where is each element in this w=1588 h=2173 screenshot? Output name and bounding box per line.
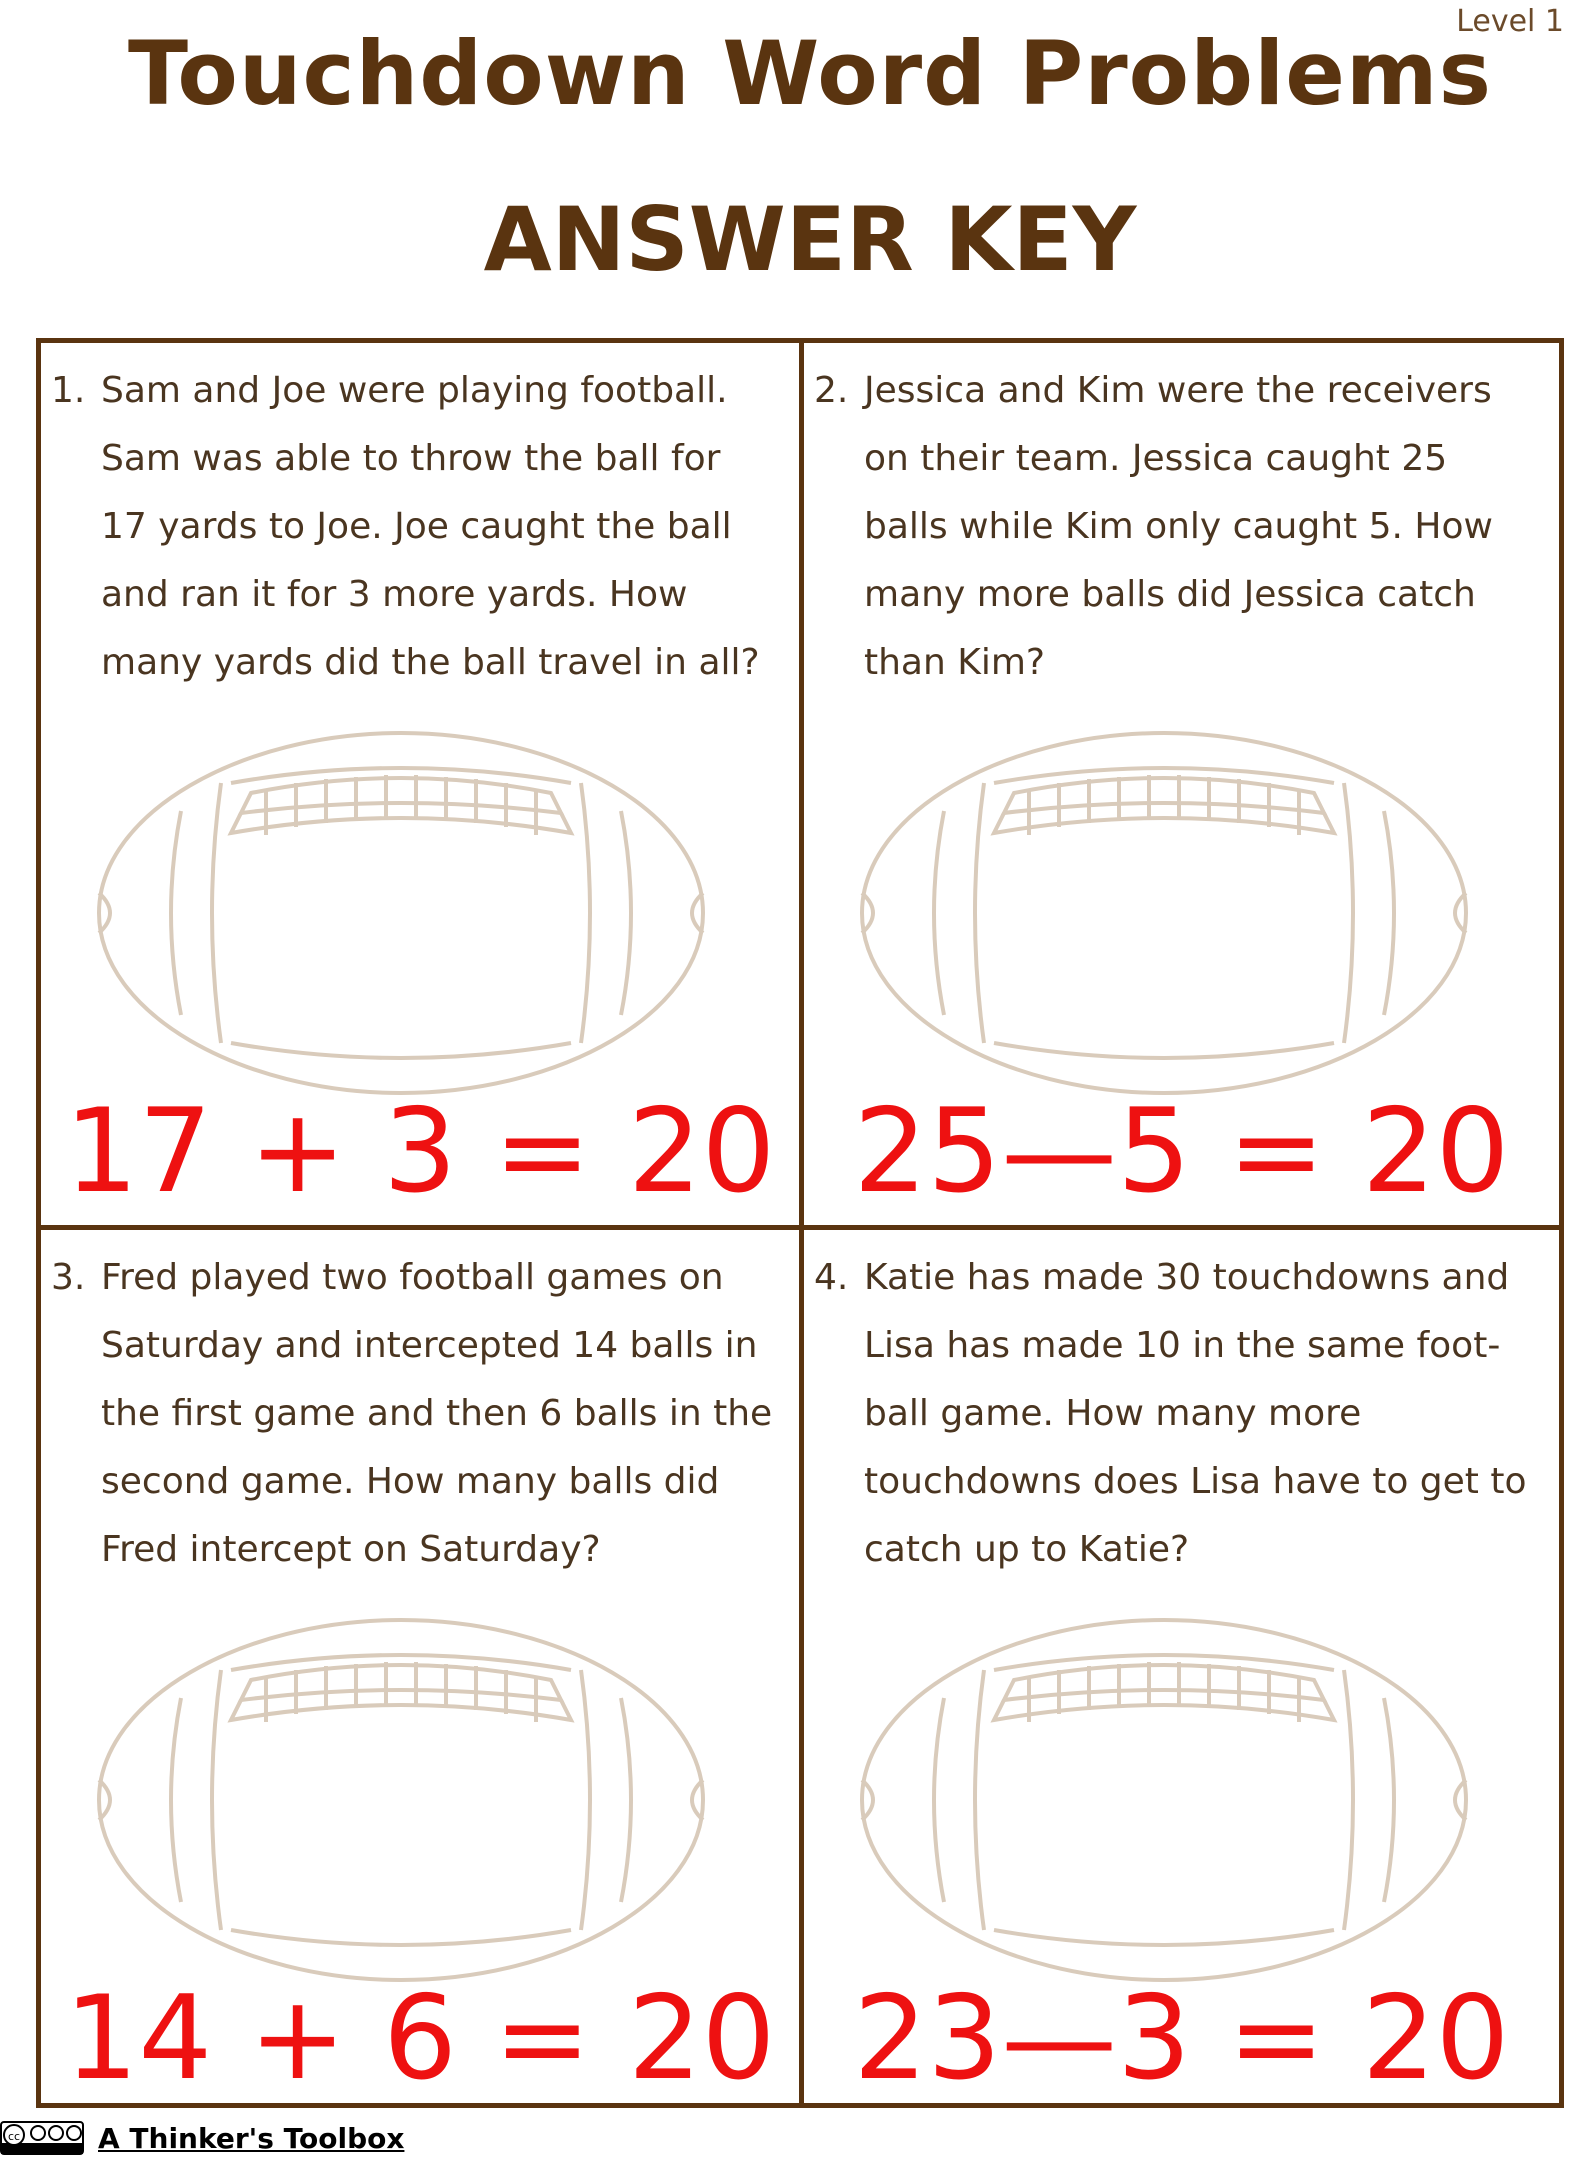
problem-cell-1 [41,343,799,1225]
answer-equation: 23—3 = 20 [853,1971,1510,2106]
problem-cell-2 [804,343,1559,1225]
svg-text:cc: cc [8,2130,21,2143]
problem-number: 1. [51,370,86,411]
thinkers-toolbox-link[interactable]: A Thinker's Toolbox [98,2121,405,2155]
problem-text-block [51,357,795,697]
problem-text-block [51,1244,795,1584]
problem-cell-4 [804,1230,1559,2106]
answer-equation: 14 + 6 = 20 [64,1971,776,2106]
problem-text-block [814,357,1555,697]
problem-text: Fred played two football games on Saturday and intercepted 14 balls in the first game and then 6 balls in the second game. How many balls did Fred intercept on Saturday? [101,1257,773,1570]
football-icon [91,723,711,1103]
page-subtitle: ANSWER KEY [483,188,1137,291]
problem-text: Sam and Joe were playing football. Sam was able to throw the ball for 17 yards to Joe. Joe caught the ball and ran it for 3 more yards. How many yards did the ball travel in all? [101,370,760,683]
problem-text-block [814,1244,1555,1584]
football-icon [91,1610,711,1990]
problem-number: 3. [51,1257,86,1298]
problem-cell-3 [41,1230,799,2106]
level-label: Level 1 [1456,4,1564,39]
answer-equation: 25—5 = 20 [853,1084,1510,1219]
creative-commons-badge-icon[interactable] [0,2121,84,2155]
problem-text: Katie has made 30 touchdowns and Lisa has made 10 in the same foot- ball game. How many more touchdowns does Lisa have to get to catch up to Katie? [864,1257,1527,1570]
page-title: Touchdown Word Problems [128,22,1492,125]
problem-text: Jessica and Kim were the receivers on their team. Jessica caught 25 balls while Kim only caught 5. How many more balls did Jessica catch than Kim? [864,370,1493,683]
problem-number: 4. [814,1257,849,1298]
football-icon [854,723,1474,1103]
problem-number: 2. [814,370,849,411]
footer [0,2118,404,2158]
football-icon [854,1610,1474,1990]
problem-grid [36,338,1564,2108]
answer-equation: 17 + 3 = 20 [64,1084,776,1219]
